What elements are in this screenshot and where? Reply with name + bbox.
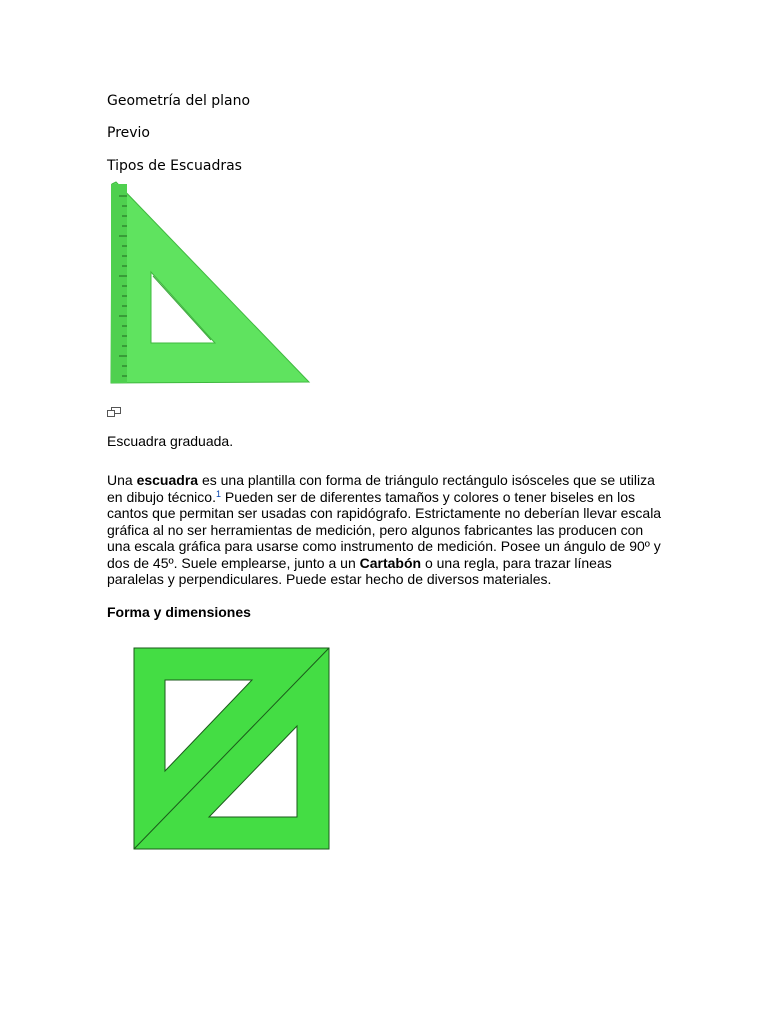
graduated-set-square-image[interactable] — [108, 180, 313, 386]
text-run: o una regla, para trazar líneas paralelas y perpendiculares. Puede estar hecho de diversos materiales. — [107, 554, 612, 587]
footnote-link[interactable]: 1 — [215, 488, 221, 499]
ruler-edge — [111, 184, 127, 383]
figure-caption: Escuadra graduada. — [107, 433, 234, 449]
term-cartabon: Cartabón — [359, 554, 422, 571]
section-heading-previo: Previo — [107, 125, 150, 141]
set-square-dimensions-diagram — [133, 646, 331, 850]
set-square-body — [111, 182, 309, 383]
text-run: es una plantilla con forma de triángulo rectángulo isósceles que se utiliza en dibujo técnico. — [107, 472, 655, 505]
section-heading-tipos: Tipos de Escuadras — [107, 158, 242, 174]
body-paragraph — [107, 472, 667, 588]
text-run: Una — [107, 472, 137, 488]
enlarge-icon[interactable] — [107, 407, 121, 417]
text-run: Pueden ser de diferentes tamaños y colores o tener biseles en los cantos que permitan ser usadas con rapidógrafo. Estrictamente no deberían llevar escala gráfica al no ser herramientas de medición, pero algunos fabricantes las producen con una escala gráfica para usarse como instrumento de medición. Posee un ángulo de 90º y dos de 45º. Suele emplearse, junto a un — [107, 488, 662, 571]
section-heading-forma: Forma y dimensiones — [107, 604, 251, 620]
page-title: Geometría del plano — [107, 93, 251, 109]
term-escuadra: escuadra — [136, 472, 199, 488]
